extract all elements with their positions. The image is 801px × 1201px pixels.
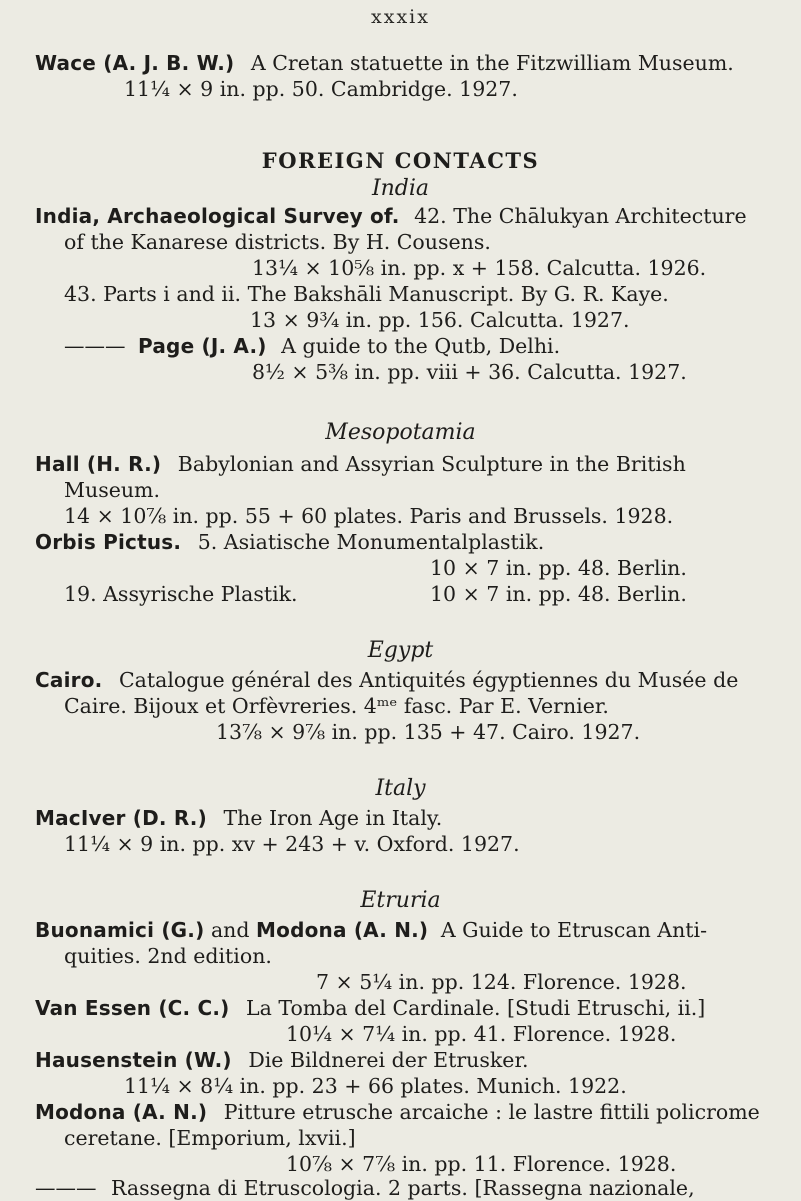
entry-author: Buonamici (G.)	[35, 918, 205, 942]
entry-title: 19. Assyrische Plastik.	[64, 582, 298, 606]
entry-details: 13¼ × 10⅝ in. pp. x + 158. Calcutta. 1926.	[252, 256, 707, 280]
entry-details: 7 × 5¼ in. pp. 124. Florence. 1928.	[316, 970, 687, 994]
entry-title: Babylonian and Assyrian Sculpture in the British	[177, 452, 686, 476]
entry-author: India, Archaeological Survey of.	[35, 204, 400, 228]
entry-details: 13 × 9¾ in. pp. 156. Calcutta. 1927.	[250, 308, 630, 332]
entry-buonamici	[35, 918, 707, 942]
subheading-etruria: Etruria	[360, 888, 441, 913]
entry-title: The Iron Age in Italy.	[223, 806, 443, 830]
entry-author: Van Essen (C. C.)	[35, 996, 230, 1020]
entry-details: 10 × 7 in. pp. 48. Berlin.	[430, 556, 687, 580]
entry-author: Modona (A. N.)	[35, 1100, 208, 1124]
entry-title-cont: Museum.	[64, 478, 161, 502]
entry-author: Hall (H. R.)	[35, 452, 162, 476]
entry-author: Hausenstein (W.)	[35, 1048, 232, 1072]
entry-author: Orbis Pictus.	[35, 530, 182, 554]
entry-title: La Tomba del Cardinale. [Studi Etruschi, ii.]	[246, 996, 706, 1020]
entry-details: 11¼ × 9 in. pp. 50. Cambridge. 1927.	[124, 77, 518, 101]
subheading-india: India	[371, 176, 430, 201]
entry-orbis	[35, 530, 544, 554]
entry-title-cont: Caire. Bijoux et Orfèvreries. 4ᵐᵉ fasc. Par E. Vernier.	[64, 694, 609, 718]
entry-india	[35, 204, 747, 228]
entry-details: 10⅞ × 7⅞ in. pp. 11. Florence. 1928.	[286, 1152, 677, 1176]
entry-orbis-19	[64, 582, 298, 606]
entry-author: Wace (A. J. B. W.)	[35, 51, 235, 75]
entry-title: Catalogue général des Antiquités égyptiennes du Musée de	[118, 668, 739, 692]
entry-title: 42. The Chālukyan Architecture	[414, 204, 747, 228]
entry-modona	[35, 1100, 760, 1124]
entry-details: 13⅞ × 9⅞ in. pp. 135 + 47. Cairo. 1927.	[216, 720, 641, 744]
entry-conjunction: and	[210, 918, 250, 942]
entry-details: 11¼ × 9 in. pp. xv + 243 + v. Oxford. 1927.	[64, 832, 520, 856]
entry-author: MacIver (D. R.)	[35, 806, 207, 830]
entry-details: 10¼ × 7¼ in. pp. 41. Florence. 1928.	[286, 1022, 677, 1046]
page-number: xxxix	[371, 6, 430, 28]
entry-title: Pitture etrusche arcaiche : le lastre fittili policrome	[223, 1100, 760, 1124]
subheading-italy: Italy	[375, 776, 426, 801]
entry-vanessen	[35, 996, 705, 1020]
entry-title: Die Bildnerei der Etrusker.	[248, 1048, 529, 1072]
entry-title-cont: quities. 2nd edition.	[64, 944, 272, 968]
entry-hausenstein	[35, 1048, 529, 1072]
entry-title-cont: ceretane. [Emporium, lxvii.]	[64, 1126, 356, 1150]
entry-title-cont: of the Kanarese districts. By H. Cousens.	[64, 230, 491, 254]
subheading-mesopotamia: Mesopotamia	[325, 420, 476, 445]
entry-details: 14 × 10⅞ in. pp. 55 + 60 plates. Paris and Brussels. 1928.	[64, 504, 674, 528]
entry-title: 5. Asiatische Monumentalplastik.	[197, 530, 545, 554]
entry-title: A guide to the Qutb, Delhi.	[281, 334, 561, 358]
entry-maciver	[35, 806, 442, 830]
section-heading-foreign: FOREIGN CONTACTS	[261, 148, 540, 173]
entry-page	[64, 334, 560, 358]
ditto-dash: ———	[35, 1176, 97, 1200]
entry-author-2: Modona (A. N.)	[256, 918, 429, 942]
entry-cairo	[35, 668, 738, 692]
entry-hall	[35, 452, 686, 476]
entry-details: 11¼ × 8¼ in. pp. 23 + 66 plates. Munich. 1922.	[124, 1074, 627, 1098]
entry-india-43: 43. Parts i and ii. The Bakshāli Manuscript. By G. R. Kaye.	[64, 282, 669, 306]
entry-author: Page (J. A.)	[138, 334, 267, 358]
entry-title: Rassegna di Etruscologia. 2 parts. [Rassegna nazionale,	[111, 1176, 695, 1200]
entry-title: A Guide to Etruscan Anti-	[440, 918, 708, 942]
entry-author: Cairo.	[35, 668, 103, 692]
ditto-dash: ———	[64, 334, 126, 358]
subheading-egypt: Egypt	[367, 638, 434, 663]
entry-title: A Cretan statuette in the Fitzwilliam Museum.	[250, 51, 734, 75]
entry-wace	[35, 51, 734, 75]
entry-details: 10 × 7 in. pp. 48. Berlin.	[430, 582, 687, 606]
entry-details: 8½ × 5⅜ in. pp. viii + 36. Calcutta. 1927.	[252, 360, 687, 384]
entry-rassegna	[35, 1176, 695, 1200]
